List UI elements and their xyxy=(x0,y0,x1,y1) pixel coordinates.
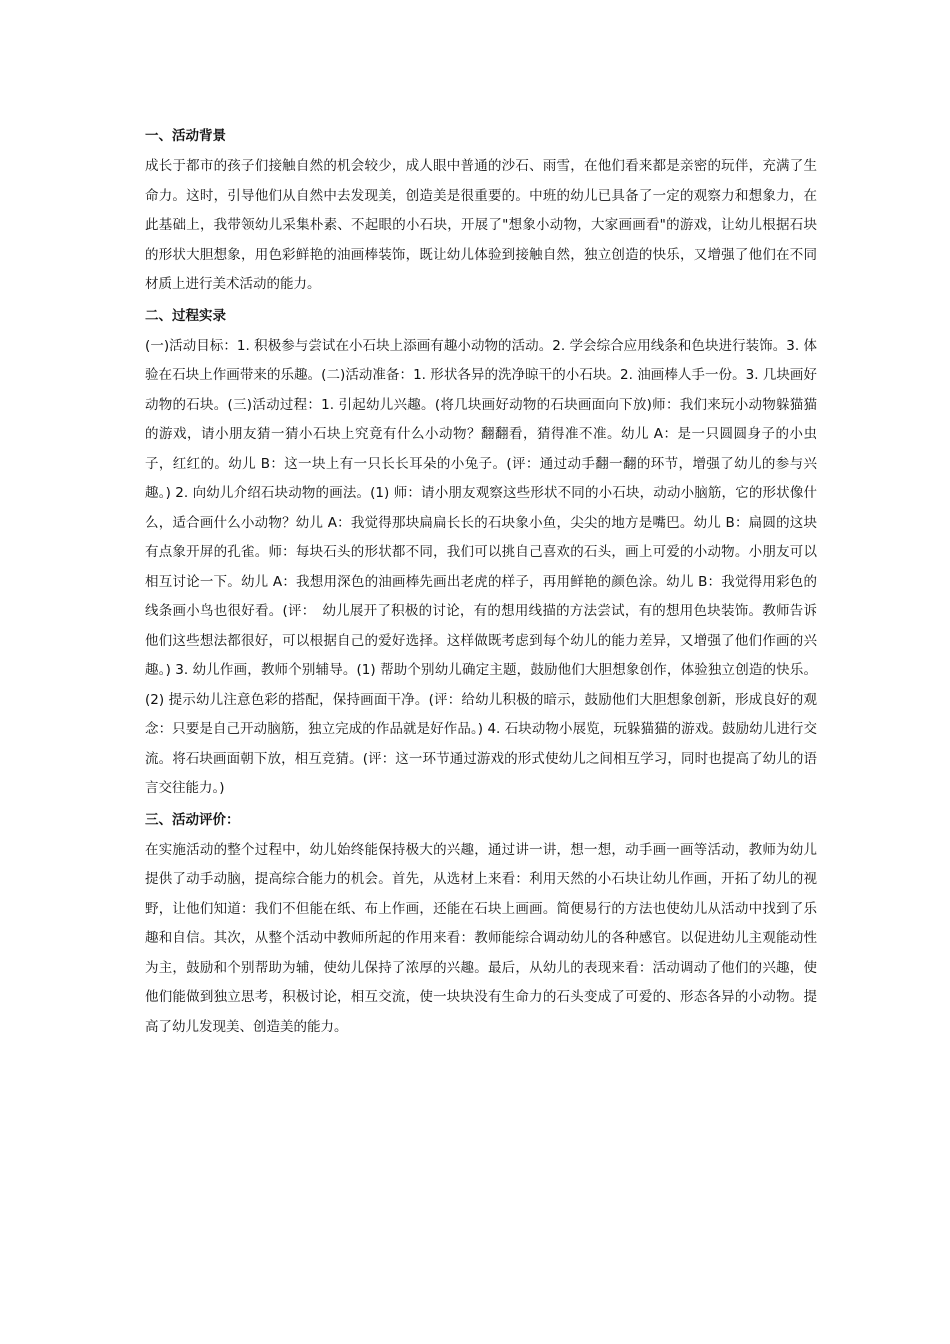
section-heading-evaluation: 三、活动评价： xyxy=(145,811,240,828)
section-heading-process: 二、过程实录 xyxy=(145,307,226,324)
section-text-background: 成长于都市的孩子们接触自然的机会较少，成人眼中普通的沙石、雨雪，在他们看来都是亲密的玩伴，充满了生命力。这时，引导他们从自然中去发现美，创造美是很重要的。中班的幼儿已具备了一定的观察力和想象力，在此基础上，我带领幼儿采集朴素、不起眼的小石块，开展了"想象小动物，大家画画看"的游戏，让幼儿根据石块的形状大胆想象，用色彩鲜艳的油画棒装饰，既让幼儿体验到接触自然，独立创造的快乐，又增强了他们在不同材质上进行美术活动的能力。 xyxy=(145,158,817,292)
document-page xyxy=(145,120,817,1042)
section-text-process: (一)活动目标：1. 积极参与尝试在小石块上添画有趣小动物的活动。2. 学会综合应用线条和色块进行装饰。3. 体验在石块上作画带来的乐趣。(二)活动准备：1. 形状各异的洗净晾干的小石块。2. 油画棒人手一份。3. 几块画好动物的石块。(三)活动过程：1. 引起幼儿兴趣。(将几块画好动物的石块画面向下放)师：我们来玩小动物躲猫猫的游戏，请小朋友猜一猜小石块上究竟有什么小动物？翻翻看，猜得准不准。幼儿 A：是一只圆圆身子的小虫子，红红的。幼儿 B：这一块上有一只长长耳朵的小兔子。(评：通过动手翻一翻的环节，增强了幼儿的参与兴趣。) 2. 向幼儿介绍石块动物的画法。(1) 师：请小朋友观察这些形状不同的小石块，动动小脑筋，它的形状像什么，适合画什么小动物？幼儿 A：我觉得那块扁扁长长的石块象小鱼，尖尖的地方是嘴巴。幼儿 B：扁圆的这块有点象开屏的孔雀。师：每块石头的形状都不同，我们可以挑自己喜欢的石头，画上可爱的小动物。小朋友可以相互讨论一下。幼儿 A：我想用深色的油画棒先画出老虎的样子，再用鲜艳的颜色涂。幼儿 B：我觉得用彩色的线条画小鸟也很好看。(评： 幼儿展开了积极的讨论，有的想用线描的方法尝试，有的想用色块装饰。教师告诉他们这些想法都很好，可以根据自己的爱好选择。这样做既考虑到每个幼儿的能力差异，又增强了他们作画的兴趣。) 3. 幼儿作画，教师个别辅导。(1) 帮助个别幼儿确定主题，鼓励他们大胆想象创作，体验独立创造的快乐。(2) 提示幼儿注意色彩的搭配，保持画面干净。(评：给幼儿积极的暗示，鼓励他们大胆想象创新，形成良好的观念：只要是自己开动脑筋，独立完成的作品就是好作品。) 4. 石块动物小展览，玩躲猫猫的游戏。鼓励幼儿进行交流。将石块画面朝下放，相互竞猜。(评：这一环节通过游戏的形式使幼儿之间相互学习，同时也提高了幼儿的语言交往能力。) xyxy=(145,337,817,796)
section-heading-background: 一、活动背景 xyxy=(145,128,226,144)
section-text-evaluation: 在实施活动的整个过程中，幼儿始终能保持极大的兴趣，通过讲一讲，想一想，动手画一画等活动，教师为幼儿提供了动手动脑，提高综合能力的机会。首先，从选材上来看：利用天然的小石块让幼儿作画，开拓了幼儿的视野，让他们知道：我们不但能在纸、布上作画，还能在石块上画画。简便易行的方法也使幼儿从活动中找到了乐趣和自信。其次，从整个活动中教师所起的作用来看：教师能综合调动幼儿的各种感官。以促进幼儿主观能动性为主，鼓励和个别帮助为辅，使幼儿保持了浓厚的兴趣。最后，从幼儿的表现来看：活动调动了他们的兴趣，使他们能做到独立思考，积极讨论，相互交流，使一块块没有生命力的石头变成了可爱的、形态各异的小动物。提高了幼儿发现美、创造美的能力。 xyxy=(145,841,817,1035)
